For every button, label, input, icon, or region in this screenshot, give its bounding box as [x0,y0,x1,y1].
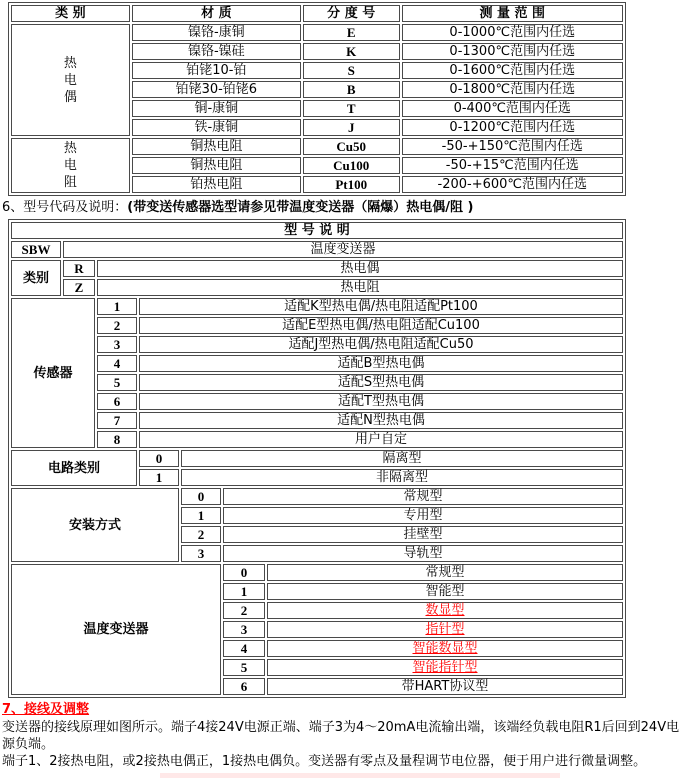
header-category: 类 别 [11,5,130,22]
table-row [11,241,623,258]
table-row [11,336,623,353]
material-cell: 铂铑30-铂铑6 [132,81,301,98]
graduation-cell: Cu100 [303,157,400,174]
option-code-cell: 1 [97,298,137,315]
range-cell: -50-+150℃范围内任选 [402,138,623,155]
table-row [11,355,623,372]
graduation-cell: Cu50 [303,138,400,155]
header-range: 测 量 范 围 [402,5,623,22]
section-label-sensor: 传感器 [11,298,95,448]
range-cell: 0-1600℃范围内任选 [402,62,623,79]
smart-digital-display-link[interactable]: 智能数显型 [412,641,478,656]
option-code-cell: 0 [139,450,179,467]
option-desc-cell: 挂壁型 [223,526,623,543]
option-desc-cell: 适配E型热电偶/热电阻适配Cu100 [139,317,623,334]
option-code-cell: Z [63,279,95,296]
model-desc-cell: 温度变送器 [63,241,623,258]
category-rtd: 热电阻 [63,141,77,190]
graduation-cell: S [303,62,400,79]
range-cell: 0-1000℃范围内任选 [402,24,623,41]
cutoff-text-ghost [160,773,560,778]
option-desc-cell: 常规型 [223,488,623,505]
table-row [11,279,623,296]
sensor-spec-table [8,2,626,196]
option-code-cell: 1 [181,507,221,524]
option-code-cell: 8 [97,431,137,448]
option-code-cell: 4 [97,355,137,372]
option-code-cell: 3 [181,545,221,562]
range-cell: 0-400℃范围内任选 [402,100,623,117]
option-code-cell: 5 [97,374,137,391]
category-cell [11,138,130,193]
header-graduation: 分 度 号 [303,5,400,22]
table-row [11,564,623,581]
material-cell: 镍铬-康铜 [132,24,301,41]
table-row [11,222,623,239]
option-code-cell: 6 [223,678,265,695]
option-code-cell: 1 [139,469,179,486]
option-code-cell: 2 [181,526,221,543]
table-row [11,431,623,448]
option-code-cell: 4 [223,640,265,657]
option-code-cell: 6 [97,393,137,410]
material-cell: 铂铑10-铂 [132,62,301,79]
table-header-row [11,5,623,22]
material-cell: 镍铬-镍硅 [132,43,301,60]
table-row [11,138,623,155]
model-code-table [8,219,626,698]
material-cell: 铜热电阻 [132,138,301,155]
graduation-cell: B [303,81,400,98]
table-row [11,298,623,315]
option-desc-cell: 适配K型热电偶/热电阻适配Pt100 [139,298,623,315]
option-desc-cell: 智能型 [267,583,623,600]
option-code-cell: 2 [223,602,265,619]
option-code-cell: 2 [97,317,137,334]
model-code-cell: SBW [11,241,61,258]
range-cell: -50-+15℃范围内任选 [402,157,623,174]
option-code-cell: 1 [223,583,265,600]
table-row [11,412,623,429]
table-row [11,450,623,467]
option-desc-cell: 常规型 [267,564,623,581]
digital-display-link[interactable]: 数显型 [425,603,465,618]
option-desc-cell: 热电偶 [97,260,623,277]
table-row [11,24,623,41]
option-code-cell: 3 [223,621,265,638]
option-desc-cell: 带HART协议型 [267,678,623,695]
option-desc-cell: 隔离型 [181,450,623,467]
material-cell: 铁-康铜 [132,119,301,136]
option-desc-cell: 非隔离型 [181,469,623,486]
section-label-category: 类别 [11,260,61,296]
model-table-title: 型 号 说 明 [11,222,623,239]
section6-prefix: 6、型号代码及说明： [2,200,128,215]
option-code-cell: 0 [181,488,221,505]
option-desc-cell: 导轨型 [223,545,623,562]
graduation-cell: J [303,119,400,136]
option-code-cell: 5 [223,659,265,676]
table-row [11,317,623,334]
option-desc-cell: 适配B型热电偶 [139,355,623,372]
graduation-cell: K [303,43,400,60]
material-cell: 铂热电阻 [132,176,301,193]
graduation-cell: Pt100 [303,176,400,193]
material-cell: 铜热电阻 [132,157,301,174]
option-desc-cell [267,602,623,619]
category-cell [11,24,130,136]
range-cell: 0-1300℃范围内任选 [402,43,623,60]
wiring-paragraph-2: 端子1、2接热电阻，或2接热电偶正，1接热电偶负。变送器有零点及量程调节电位器，便于用户进行微量调整。 [2,754,647,769]
option-desc-cell [267,659,623,676]
option-desc-cell: 热电阻 [97,279,623,296]
wiring-paragraph-1: 变送器的接线原理如图所示。端子4接24V电源正端、端子3为4～20mA电流输出端，该端经负载电阻R1后回到24V电源负端。 [2,720,680,752]
option-desc-cell [267,621,623,638]
option-desc-cell: 适配S型热电偶 [139,374,623,391]
table-row [11,393,623,410]
section6-note: (带变送传感器选型请参见带温度变送器（隔爆）热电偶/阻 ) [127,200,474,215]
table-row [11,488,623,505]
material-cell: 铜-康铜 [132,100,301,117]
pointer-type-link[interactable]: 指针型 [425,622,465,637]
option-code-cell: 0 [223,564,265,581]
smart-pointer-type-link[interactable]: 智能指针型 [412,660,478,675]
option-desc-cell [267,640,623,657]
section-label-circuit: 电路类别 [11,450,137,486]
table-row [11,374,623,391]
option-desc-cell: 适配N型热电偶 [139,412,623,429]
section-label-transmitter: 温度变送器 [11,564,221,695]
option-desc-cell: 专用型 [223,507,623,524]
graduation-cell: E [303,24,400,41]
category-thermocouple: 热电偶 [63,55,77,105]
option-desc-cell: 适配T型热电偶 [139,393,623,410]
section6-heading [2,199,686,216]
option-desc-cell: 适配J型热电偶/热电阻适配Cu50 [139,336,623,353]
section-label-mounting: 安装方式 [11,488,179,562]
graduation-cell: T [303,100,400,117]
range-cell: 0-1200℃范围内任选 [402,119,623,136]
range-cell: -200-+600℃范围内任选 [402,176,623,193]
option-desc-cell: 用户自定 [139,431,623,448]
header-material: 材 质 [132,5,301,22]
option-code-cell: 7 [97,412,137,429]
table-row [11,260,623,277]
section7-heading[interactable]: 7、接线及调整 [2,702,90,717]
range-cell: 0-1800℃范围内任选 [402,81,623,98]
option-code-cell: 3 [97,336,137,353]
option-code-cell: R [63,260,95,277]
